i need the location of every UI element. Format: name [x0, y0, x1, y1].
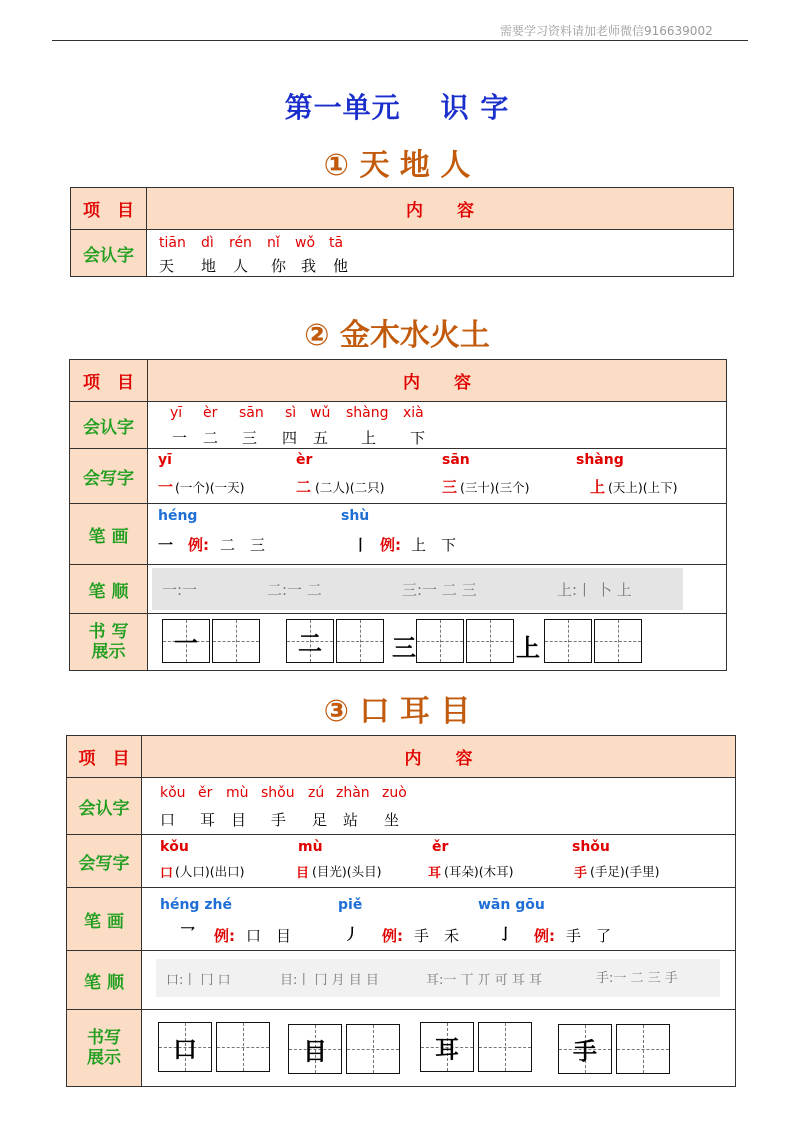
lesson2-show-label [70, 614, 148, 671]
lesson3-show-label [67, 1010, 142, 1087]
lesson1-py-5: tā [329, 235, 344, 251]
lesson3-write-words-3: (手足)(手里) [590, 864, 660, 879]
lesson3-show-char-0: 口 [173, 1035, 197, 1064]
lesson2-show-cell [148, 614, 727, 671]
lesson1-ch-2: 人 [233, 257, 249, 275]
header-divider [52, 40, 748, 41]
lesson2-ch-6: 下 [410, 429, 426, 447]
lesson3-write-py-1: mù [298, 839, 323, 855]
lesson2-grid-4b [594, 619, 642, 663]
lesson3-write-label: 会写字 [67, 835, 142, 888]
lesson2-py-5: shàng [346, 405, 389, 421]
lesson3-order-2: 耳:一 丅 丌 可 耳 耳 [426, 973, 543, 988]
lesson3-py-6: zuò [382, 785, 407, 801]
lesson2-order-0: 一:一 [162, 581, 198, 599]
lesson3-show-char-1: 目 [303, 1037, 327, 1066]
lesson2-stroke-glyph-1: 丨 [353, 536, 369, 554]
lesson2-py-1: èr [203, 405, 218, 421]
lesson2-write-words-3: (天上)(上下) [608, 480, 678, 495]
lesson2-stroke-py-0: héng [158, 508, 198, 524]
lesson1-py-1: dì [201, 235, 214, 251]
lesson2-grid-2a [286, 619, 334, 663]
lesson3-order-1: 目:丨 冂 月 目 目 [280, 973, 379, 988]
lesson2-write-label: 会写字 [70, 449, 148, 504]
lesson3-py-1: ěr [198, 785, 213, 801]
lesson1-py-4: wǒ [295, 235, 316, 251]
lesson2-write-cell [148, 449, 727, 504]
lesson1-ch-1: 地 [201, 257, 217, 275]
lesson1-ch-3: 你 [271, 257, 287, 275]
lesson3-write-py-2: ěr [432, 839, 449, 855]
lesson3-grid-4a [558, 1024, 612, 1074]
lesson3-stroke-py-0: héng zhé [160, 897, 232, 913]
lesson2-py-3: sì [285, 405, 297, 421]
lesson2-stroke-ex-label-1: 例: [380, 536, 401, 554]
lesson3-stroke-py-2: wān gōu [478, 897, 545, 913]
lesson1-col-content: 内 容 [147, 188, 734, 230]
lesson2-grid-1b [212, 619, 260, 663]
lesson3-order-label: 笔 顺 [67, 951, 142, 1010]
lesson2-write-ch-3: 上 [590, 478, 606, 496]
lesson3-stroke-cell [142, 888, 736, 951]
lesson3-stroke-ex-1: 手 禾 [414, 927, 460, 945]
lesson3-grid-2b [346, 1024, 400, 1074]
lesson3-write-words-0: (人口)(出口) [175, 864, 245, 879]
lesson2-show-char-2: 三 [392, 634, 416, 662]
lesson2-show-char-0: 一 [174, 629, 198, 658]
lesson3-write-words-1: (目光)(头目) [312, 864, 382, 879]
lesson2-order-1: 二:一 二 [267, 581, 322, 599]
lesson3-table [66, 735, 736, 1087]
lesson2-recognize-label: 会认字 [70, 402, 148, 449]
lesson3-show-char-2: 耳 [435, 1035, 459, 1064]
lesson2-ch-3: 四 [282, 429, 298, 447]
lesson3-write-py-0: kǒu [160, 839, 189, 855]
lesson3-show-cell [142, 1010, 736, 1087]
header-note: 需要学习资料请加老师微信916639002 [500, 24, 713, 38]
lesson1-col-item: 项 目 [71, 188, 147, 230]
lesson2-recognize-cell [148, 402, 727, 449]
lesson1-table [70, 187, 734, 277]
lesson3-write-ch-1: 目 [296, 866, 310, 881]
lesson2-ch-0: 一 [172, 429, 188, 447]
lesson3-grid-1a [158, 1022, 212, 1072]
lesson3-stroke-glyph-2: 亅 [498, 925, 514, 943]
lesson3-stroke-label: 笔 画 [67, 888, 142, 951]
lesson2-order-2: 三:一 二 三 [402, 581, 477, 599]
lesson3-grid-3a [420, 1022, 474, 1072]
lesson2-py-0: yī [170, 405, 183, 421]
lesson3-write-ch-3: 手 [574, 866, 588, 881]
lesson3-py-0: kǒu [160, 785, 186, 801]
lesson3-col-item: 项 目 [67, 736, 142, 778]
lesson2-show-char-3: 上 [516, 634, 540, 662]
lesson3-py-5: zhàn [336, 785, 370, 801]
lesson2-ch-5: 上 [361, 429, 377, 447]
lesson2-ch-4: 五 [313, 429, 329, 447]
lesson3-ch-2: 目 [231, 811, 247, 829]
lesson3-ch-1: 耳 [200, 811, 216, 829]
lesson2-write-py-0: yī [158, 452, 172, 468]
lesson2-stroke-py-1: shù [341, 508, 370, 524]
lesson2-write-ch-1: 二 [296, 478, 312, 496]
lesson2-ch-2: 三 [242, 429, 258, 447]
lesson3-stroke-py-1: piě [338, 897, 363, 913]
lesson3-grid-4b [616, 1024, 670, 1074]
lesson1-ch-0: 天 [159, 257, 175, 275]
lesson2-write-py-2: sān [442, 452, 470, 468]
lesson2-col-item: 项 目 [70, 360, 148, 402]
lesson2-py-6: xià [403, 405, 424, 421]
lesson3-py-4: zú [308, 785, 325, 801]
lesson3-grid-1b [216, 1022, 270, 1072]
lesson1-recognize-cell [147, 230, 734, 277]
lesson3-stroke-glyph-1: 丿 [344, 925, 360, 943]
lesson3-title: ③ 口 耳 目 [323, 694, 471, 729]
lesson2-stroke-ex-label-0: 例: [188, 536, 209, 554]
lesson3-ch-4: 足 [312, 811, 328, 829]
lesson3-grid-2a [288, 1024, 342, 1074]
lesson3-write-py-3: shǒu [572, 839, 610, 855]
lesson1-py-0: tiān [159, 235, 186, 251]
lesson2-grid-3a [416, 619, 464, 663]
lesson2-grid-2b [336, 619, 384, 663]
lesson3-stroke-ex-0: 口 目 [246, 927, 292, 945]
lesson2-table [69, 359, 727, 671]
lesson3-write-ch-0: 口 [160, 866, 174, 881]
lesson3-write-ch-2: 耳 [428, 866, 442, 881]
lesson2-grid-1a [162, 619, 210, 663]
lesson3-write-cell [142, 835, 736, 888]
lesson2-ch-1: 二 [203, 429, 219, 447]
lesson2-show-char-1: 二 [298, 629, 322, 658]
lesson3-write-words-2: (耳朵)(木耳) [444, 864, 514, 879]
lesson2-write-ch-2: 三 [442, 478, 458, 496]
lesson3-ch-6: 坐 [384, 811, 400, 829]
lesson3-stroke-glyph-0: 乛 [180, 925, 196, 943]
lesson1-ch-5: 他 [333, 257, 349, 275]
lesson3-show-label-1: 书写 [87, 1028, 121, 1048]
lesson1-title: ① 天 地 人 [323, 148, 471, 183]
lesson2-show-label-2: 展示 [91, 642, 126, 662]
lesson2-stroke-glyph-0: 一 [158, 536, 174, 554]
lesson2-order-label: 笔 顺 [70, 565, 148, 614]
lesson3-py-2: mù [226, 785, 249, 801]
lesson3-order-3: 手:一 二 三 手 [596, 971, 678, 986]
lesson3-py-3: shǒu [261, 785, 295, 801]
lesson3-show-char-3: 手 [573, 1037, 597, 1066]
lesson3-recognize-label: 会认字 [67, 778, 142, 835]
lesson2-stroke-order-image [152, 568, 683, 610]
lesson2-grid-3b [466, 619, 514, 663]
lesson2-show-label-1: 书 写 [88, 622, 129, 642]
lesson3-stroke-ex-2: 手 了 [566, 927, 612, 945]
unit-title-main: 第一单元 [284, 91, 401, 124]
lesson2-stroke-cell [148, 504, 727, 565]
lesson3-order-0: 口:丨 冂 口 [166, 973, 231, 988]
lesson2-write-py-3: shàng [576, 452, 624, 468]
lesson3-ch-5: 站 [343, 811, 359, 829]
lesson2-grid-4a [544, 619, 592, 663]
unit-title-sub: 识 字 [440, 91, 510, 124]
lesson2-title: ② 金木水火土 [304, 318, 490, 353]
lesson2-order-cell [148, 565, 727, 614]
lesson2-col-content: 内 容 [148, 360, 727, 402]
lesson2-write-words-2: (三十)(三个) [460, 480, 530, 495]
lesson3-stroke-order-image [156, 959, 720, 997]
lesson2-write-words-1: (二人)(二只) [315, 480, 385, 495]
unit-title [0, 86, 794, 126]
lesson1-py-3: nǐ [267, 235, 280, 251]
lesson3-stroke-ex-label-2: 例: [534, 927, 555, 945]
lesson3-stroke-ex-label-0: 例: [214, 927, 235, 945]
lesson2-stroke-label: 笔 画 [70, 504, 148, 565]
lesson3-ch-3: 手 [271, 811, 287, 829]
lesson3-order-cell [142, 951, 736, 1010]
lesson3-stroke-ex-label-1: 例: [382, 927, 403, 945]
lesson2-order-3: 上:丨 卜 上 [557, 581, 632, 599]
lesson2-write-ch-0: 一 [158, 478, 174, 496]
lesson3-recognize-cell [142, 778, 736, 835]
lesson3-ch-0: 口 [160, 811, 176, 829]
lesson1-recognize-label: 会认字 [71, 230, 147, 277]
lesson3-grid-3b [478, 1022, 532, 1072]
lesson2-write-words-0: (一个)(一天) [175, 480, 245, 495]
lesson2-stroke-ex-1: 上 下 [411, 536, 457, 554]
lesson1-ch-4: 我 [301, 257, 317, 275]
lesson2-write-py-1: èr [296, 452, 313, 468]
lesson3-show-label-2: 展示 [87, 1048, 121, 1068]
lesson1-py-2: rén [229, 235, 252, 251]
lesson2-stroke-ex-0: 二 三 [220, 536, 266, 554]
lesson2-py-2: sān [239, 405, 264, 421]
lesson2-py-4: wǔ [310, 405, 331, 421]
lesson3-col-content: 内 容 [142, 736, 736, 778]
